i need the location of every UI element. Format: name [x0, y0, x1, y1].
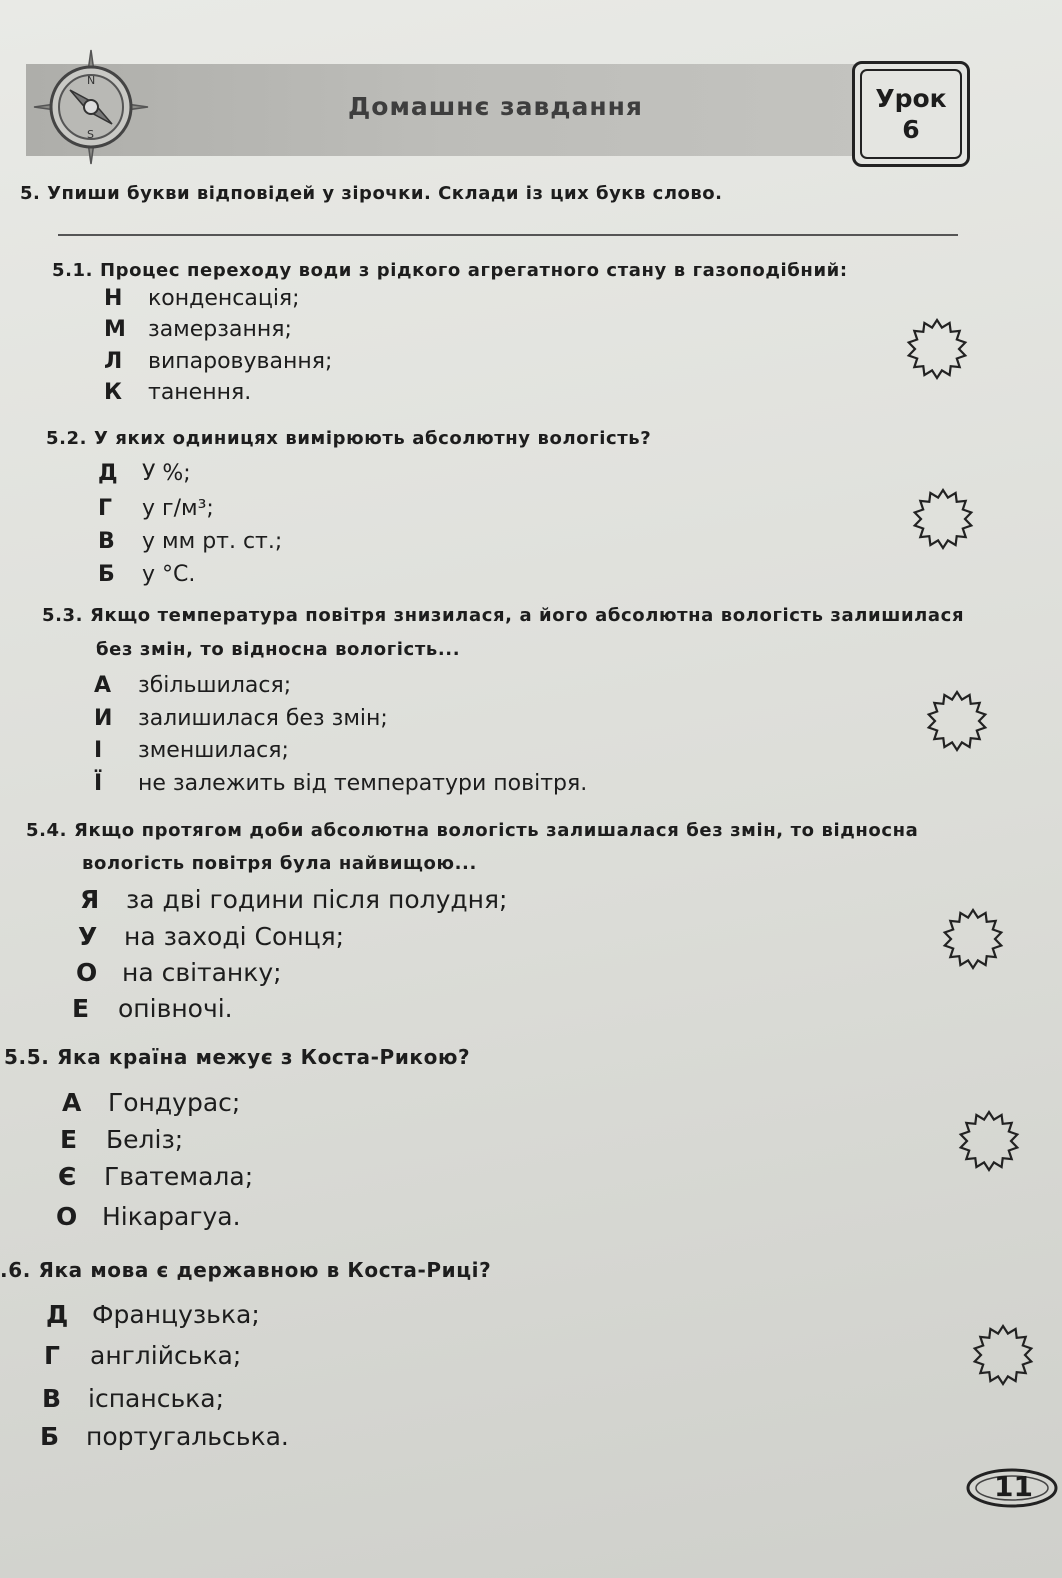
option-text: іспанська; [88, 1384, 225, 1413]
option [94, 704, 388, 734]
option-letter: А [62, 1088, 82, 1117]
option [104, 284, 300, 314]
starburst-outline [945, 910, 1002, 968]
question-5-2 [46, 423, 651, 455]
question-number: 5.1. [52, 260, 94, 281]
question-number: 5.3. [42, 605, 84, 626]
option-letter: Д [98, 461, 118, 486]
option-text: Гондурас; [108, 1088, 241, 1117]
option-text: у г/м³; [142, 496, 214, 521]
option-text: залишилася без змін; [138, 706, 388, 731]
question-5-4-continued [82, 848, 477, 880]
option-text: замерзання; [148, 317, 292, 342]
star-answer-box-5[interactable] [956, 1108, 1022, 1174]
option-text: у мм рт. ст.; [142, 529, 283, 554]
option-letter: Г [44, 1341, 60, 1370]
question-text: Яка мова є державною в Коста-Риці? [38, 1258, 492, 1282]
question-text: Якщо температура повітря знизилася, а його абсолютна вологість залишилася [90, 605, 965, 626]
option-letter: Л [104, 349, 123, 374]
option-text: у °С. [142, 562, 196, 587]
compass-north-label: N [87, 74, 96, 87]
option [104, 378, 251, 408]
task-instruction: 5. Упиши букви відповідей у зірочки. Склади із цих букв слово. [20, 183, 723, 204]
option-text: випаровування; [148, 349, 333, 374]
star-answer-box-4[interactable] [940, 906, 1006, 972]
option [94, 736, 289, 766]
option [62, 1088, 240, 1118]
compass-south-label: S [87, 128, 94, 141]
option [98, 560, 195, 590]
option-text: У %; [142, 461, 191, 486]
option [98, 494, 214, 524]
lesson-number: 6 [902, 115, 920, 144]
star-answer-box-6[interactable] [970, 1322, 1036, 1388]
option-letter: І [94, 738, 103, 763]
option-text: Нікарагуа. [102, 1202, 241, 1231]
option-text: за дві години після полудня; [126, 885, 508, 914]
option-text: не залежить від температури повітря. [138, 771, 588, 796]
question-text: Яка країна межує з Коста-Рикою? [57, 1045, 471, 1069]
option [98, 527, 282, 557]
question-5-4 [26, 815, 918, 847]
option-text: Французька; [92, 1300, 260, 1329]
starburst-outline [929, 692, 986, 750]
option-text: зменшилася; [138, 738, 289, 763]
option [42, 1384, 224, 1414]
option [44, 1341, 241, 1371]
page-number: 11 [994, 1470, 1033, 1503]
option-text: на заході Сонця; [124, 922, 345, 951]
option-letter: Я [80, 885, 100, 914]
question-number: 5.4. [26, 820, 68, 841]
option-text: англійська; [90, 1341, 242, 1370]
option-text: Гватемала; [104, 1162, 254, 1191]
option [94, 769, 587, 799]
option-letter: Д [46, 1300, 69, 1329]
lesson-label: Урок [875, 84, 947, 113]
option [72, 994, 233, 1024]
option-letter: Е [60, 1125, 78, 1154]
option-letter: А [94, 673, 112, 698]
question-5-5 [4, 1041, 470, 1073]
question-number: 5.2. [46, 428, 88, 449]
option [46, 1300, 260, 1330]
option [80, 885, 507, 915]
question-text: У яких одиницях вимірюють абсолютну вологість? [94, 428, 652, 449]
star-answer-box-3[interactable] [924, 688, 990, 754]
option-letter: Ї [94, 771, 103, 796]
option-text: на світанку; [122, 958, 282, 987]
option [56, 1202, 241, 1232]
option-letter: Е [72, 994, 90, 1023]
starburst-outline [961, 1112, 1018, 1170]
answer-line [58, 234, 958, 236]
option-letter: И [94, 706, 113, 731]
question-5-3-continued [96, 634, 460, 666]
option-letter: В [42, 1384, 62, 1413]
starburst-outline [909, 320, 966, 378]
option [60, 1125, 183, 1155]
question-text-continued: вологість повітря була найвищою... [82, 853, 477, 874]
option-letter: М [104, 317, 126, 342]
option-text: опівночі. [118, 994, 233, 1023]
option [40, 1422, 289, 1452]
option-text: Беліз; [106, 1125, 184, 1154]
question-5-3 [42, 600, 964, 632]
option [76, 958, 282, 988]
option [94, 671, 291, 701]
option-letter: Б [98, 562, 115, 587]
star-answer-box-1[interactable] [904, 316, 970, 382]
option [78, 922, 344, 952]
option [104, 347, 332, 377]
starburst-outline [975, 1326, 1032, 1384]
lesson-badge [852, 61, 970, 167]
star-answer-box-2[interactable] [910, 486, 976, 552]
option-text: португальська. [86, 1422, 289, 1451]
option-letter: Є [58, 1162, 77, 1191]
option-text: конденсація; [148, 286, 300, 311]
option [104, 315, 292, 345]
option-text: танення. [148, 380, 252, 405]
question-5-1 [52, 255, 848, 287]
option-letter: У [78, 922, 98, 951]
question-text: Процес переходу води з рідкого агрегатного стану в газоподібний: [100, 260, 848, 281]
option-letter: Г [98, 496, 113, 521]
option-letter: К [104, 380, 122, 405]
compass-icon [30, 46, 152, 168]
option-letter: Н [104, 286, 123, 311]
option-text: збільшилася; [138, 673, 292, 698]
option [98, 459, 191, 489]
question-number: 5.5. [4, 1045, 50, 1069]
question-number: .6. [0, 1258, 31, 1282]
option-letter: О [56, 1202, 78, 1231]
question-5-6 [0, 1254, 491, 1286]
option-letter: О [76, 958, 98, 987]
starburst-outline [915, 490, 972, 548]
option [58, 1162, 253, 1192]
option-letter: Б [40, 1422, 60, 1451]
question-text: Якщо протягом доби абсолютна вологість залишалася без змін, то відносна [74, 820, 919, 841]
option-letter: В [98, 529, 115, 554]
question-text-continued: без змін, то відносна вологість... [96, 639, 461, 660]
page-title: Домашнє завдання [348, 92, 643, 121]
